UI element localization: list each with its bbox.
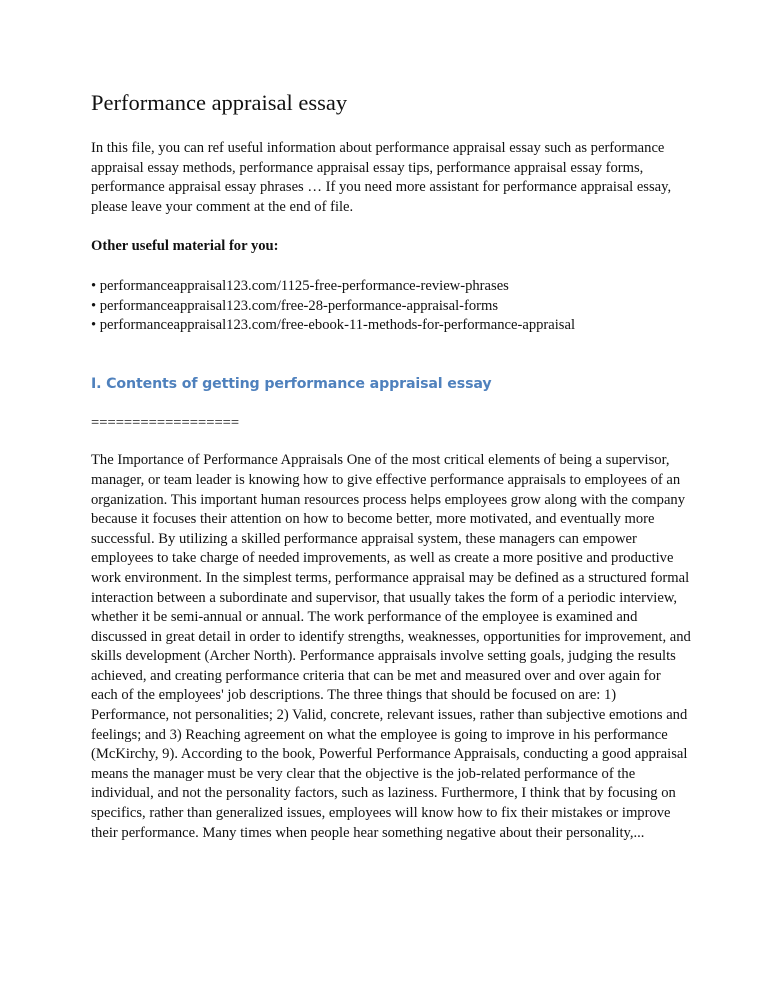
document-title: Performance appraisal essay bbox=[91, 90, 348, 115]
useful-links-list bbox=[91, 277, 691, 336]
useful-link-item[interactable]: • performanceappraisal123.com/free-28-performance-appraisal-forms bbox=[91, 297, 499, 314]
separator-line: ================== bbox=[91, 414, 240, 431]
intro-paragraph: In this file, you can ref useful information about performance appraisal essay such as performance appraisal essay methods, performance appraisal essay tips, performance appraisal essay forms, performance appraisal essay phrases … If you need more assistant for performance appraisal essay, please leave your comment at the end of file. bbox=[91, 140, 672, 215]
useful-link-item[interactable]: • performanceappraisal123.com/1125-free-performance-review-phrases bbox=[91, 277, 509, 294]
section-heading: I. Contents of getting performance appraisal essay bbox=[91, 375, 492, 392]
document-content bbox=[91, 88, 691, 843]
body-paragraph: The Importance of Performance Appraisals One of the most critical elements of being a supervisor, manager, or team leader is knowing how to give effective performance appraisals to employees of an organization. This important human resources process helps employees grow along with the company because it focuses their attention on how to become better, more motivated, and eventually more successful. By utilizing a skilled performance appraisal system, these managers can empower employees to take charge of needed improvements, as well as create a more positive and productive work environment. In the simplest terms, performance appraisal may be defined as a structured formal interaction between a subordinate and supervisor, that usually takes the form of a periodic interview, whether it be semi-annual or annual. The work performance of the employee is examined and discussed in great detail in order to identify strengths, weaknesses, opportunities for improvement, and skills development (Archer North). Performance appraisals involve setting goals, judging the results achieved, and creating performance criteria that can be met and measured over and over again for each of the employees' job descriptions. The three things that should be focused on are: 1) Performance, not personalities; 2) Valid, concrete, relevant issues, rather than subjective emotions and feelings; and 3) Reaching agreement on what the employee is going to improve in his performance (McKirchy, 9). According to the book, Powerful Performance Appraisals, conducting a good appraisal means the manager must be very clear that the objective is the job-related performance of the individual, and not the personality factors, such as laziness. Furthermore, I think that by focusing on specifics, rather than generalized issues, employees will know how to fix their mistakes or improve their performance. Many times when people hear something negative about their personality,... bbox=[91, 452, 691, 841]
useful-material-heading: Other useful material for you: bbox=[91, 238, 279, 255]
useful-link-item[interactable]: • performanceappraisal123.com/free-ebook-11-methods-for-performance-appraisal bbox=[91, 317, 576, 334]
